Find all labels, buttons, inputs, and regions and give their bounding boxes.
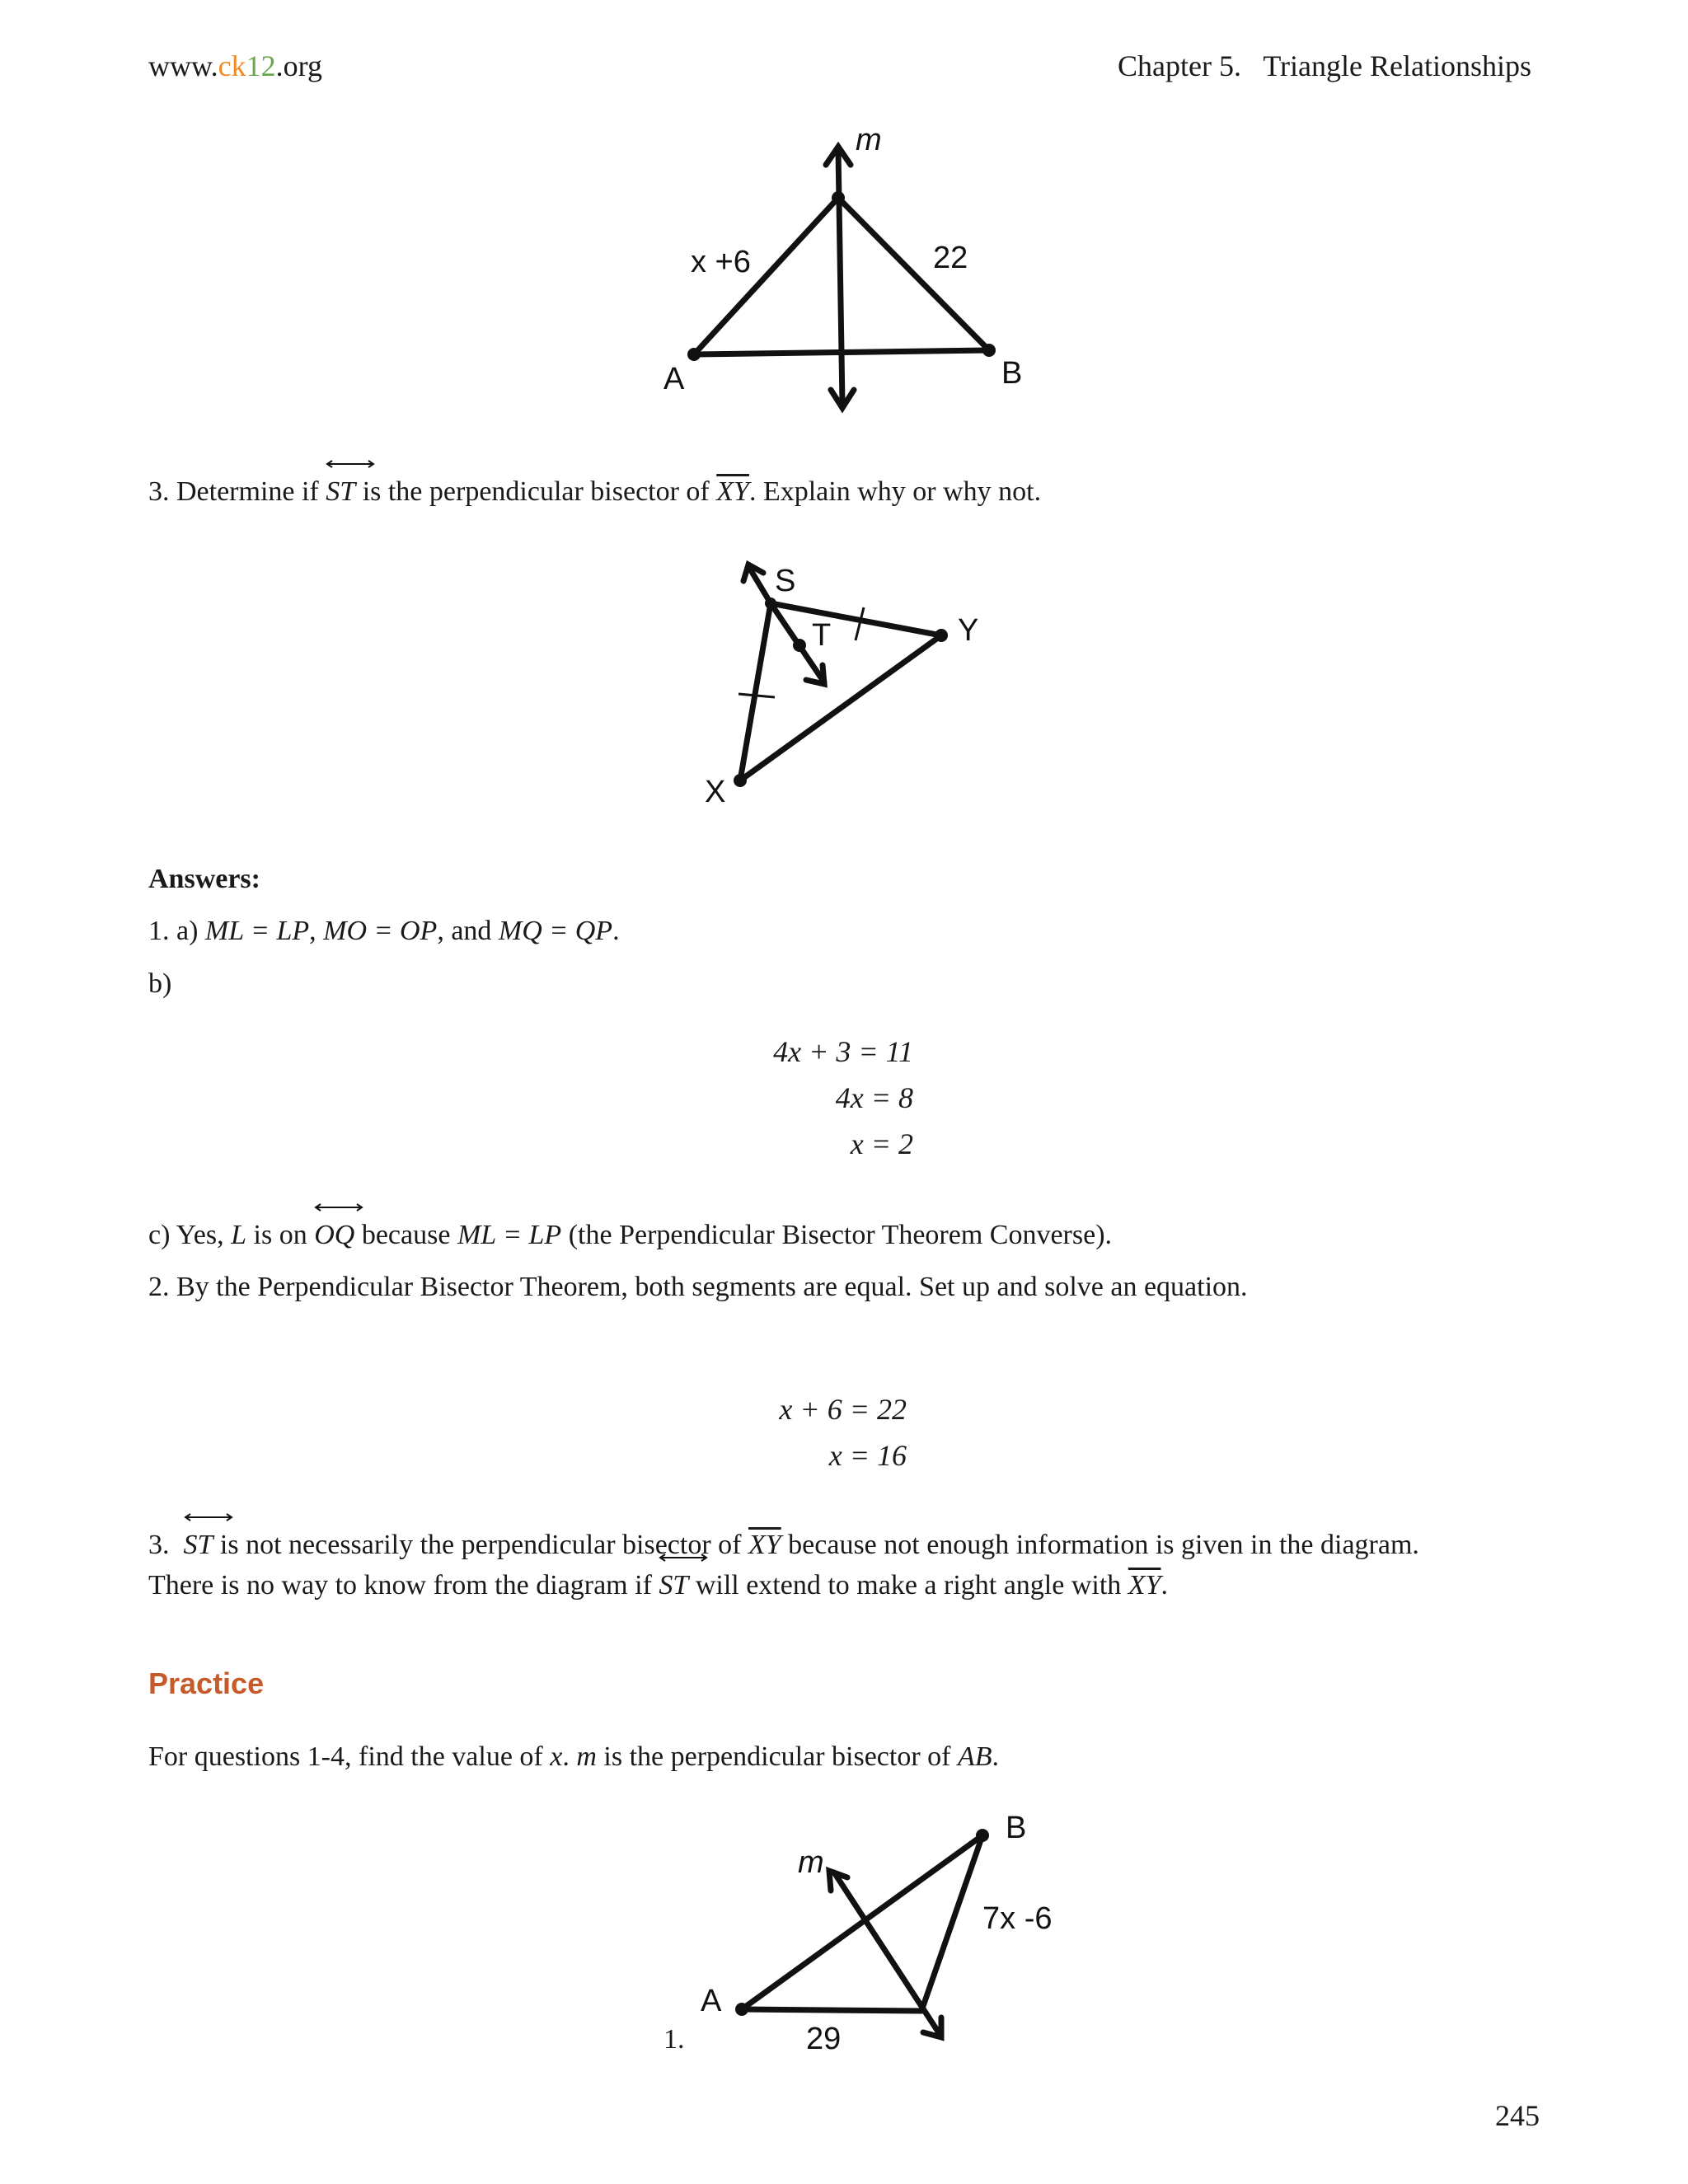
chapter-header [1118, 48, 1531, 84]
tick-mark-sy [856, 607, 864, 640]
label-bottom-fig: 29 [806, 2022, 842, 2056]
a2-eq1: x + 6 = 22 [779, 1393, 907, 1426]
site-url-prefix: www. [148, 49, 218, 82]
point-a-fig [735, 2003, 748, 2016]
label-x: X [705, 775, 726, 809]
label-a: A [663, 362, 685, 396]
point-a [687, 348, 701, 361]
figure-practice-1 [701, 1805, 1096, 2069]
site-url-12: 12 [246, 49, 276, 82]
point-x [734, 774, 747, 787]
q3-prefix: 3. Determine if [148, 476, 319, 507]
equation-block-1b [773, 1029, 913, 1167]
a1-eq2: MO = OP [323, 916, 438, 946]
label-right-side: 22 [933, 241, 968, 275]
point-b-fig [976, 1829, 989, 1842]
segment-sx [740, 603, 771, 780]
a1-eq1: ML = LP [204, 916, 310, 946]
line-arrow-icon [326, 459, 375, 469]
answer-2: 2. By the Perpendicular Bisector Theorem, both segments are equal. Set up and solve an equation. [148, 1272, 1248, 1302]
chapter-number: Chapter 5. [1118, 49, 1241, 82]
q3-suffix: . Explain why or why not. [748, 476, 1042, 507]
answer-3-line2: There is no way to know from the diagram if ST will extend to make a right angle with $\overline{XY}$. [148, 1568, 1168, 1604]
chapter-title: Triangle Relationships [1263, 49, 1531, 82]
label-m: m [856, 123, 882, 157]
segment-right-fig [921, 1835, 982, 2011]
tick-mark-sx [738, 694, 775, 697]
point-b [982, 344, 996, 357]
b-eq2: 4x = 8 [835, 1081, 913, 1114]
practice-intro: For questions 1-4, find the value of x. m is the perpendicular bisector of AB. [148, 1741, 1000, 1772]
answer-1a: 1. a) ML = LP, MO = OP, and MQ = QP. [148, 916, 620, 946]
answer-1b-label: b) [148, 968, 172, 999]
site-url[interactable] [148, 48, 322, 84]
answers-heading: Answers: [148, 864, 260, 894]
segment-sy [771, 603, 941, 635]
segment-xy: $\overline{XY}$ [716, 476, 749, 507]
line-arrow-icon [314, 1202, 363, 1212]
practice-number-1: 1. [663, 2024, 685, 2055]
apex-point [832, 191, 845, 204]
segment-ab-fig [742, 1835, 982, 2009]
line-arrow-icon [184, 1512, 233, 1522]
label-m-fig: m [798, 1845, 824, 1880]
label-s: S [775, 564, 796, 598]
figure-triangle-sxy [692, 548, 1006, 812]
b-eq1: 4x + 3 = 11 [773, 1035, 913, 1068]
q3-mid: is the perpendicular bisector of [362, 476, 710, 507]
site-url-suffix: .org [275, 49, 322, 82]
point-y [935, 629, 948, 642]
page-number: 245 [1495, 2099, 1540, 2132]
label-left-side: x +6 [691, 245, 751, 279]
label-right-fig: 7x -6 [982, 1901, 1053, 1936]
answer-3-line1: 3. ST is not necessarily the perpendicular bisector of $\overline{XY}$ because not enough information is given in the diagram. [148, 1527, 1419, 1563]
point-t [793, 639, 806, 652]
figure-perpendicular-bisector-1 [643, 115, 1039, 429]
practice-heading: Practice [148, 1666, 265, 1700]
b-eq3: x = 2 [850, 1127, 913, 1160]
label-y: Y [958, 613, 979, 648]
label-t: T [812, 618, 832, 653]
segment-ab [694, 350, 989, 354]
label-b-fig: B [1006, 1811, 1027, 1845]
label-a-fig: A [701, 1984, 722, 2018]
site-url-ck: ck [218, 49, 246, 82]
line-oq: OQ [314, 1217, 354, 1254]
line-st-a3b: ST [659, 1568, 688, 1604]
answer-1c: c) Yes, L is on OQ because ML = LP (the Perpendicular Bisector Theorem Converse). [148, 1217, 1112, 1254]
question-3 [148, 474, 1041, 510]
a2-eq2: x = 16 [828, 1439, 907, 1472]
equation-block-2 [779, 1386, 907, 1479]
segment-xy-fig [740, 635, 941, 780]
label-b: B [1001, 356, 1023, 391]
bisector-line-m [838, 150, 842, 404]
a1-eq3: MQ = QP [498, 916, 613, 946]
line-arrow-icon [659, 1553, 708, 1563]
point-s [765, 598, 776, 609]
segment-bottom-fig [742, 2009, 921, 2011]
line-st: ST [326, 474, 355, 510]
line-st-a3: ST [184, 1527, 213, 1563]
